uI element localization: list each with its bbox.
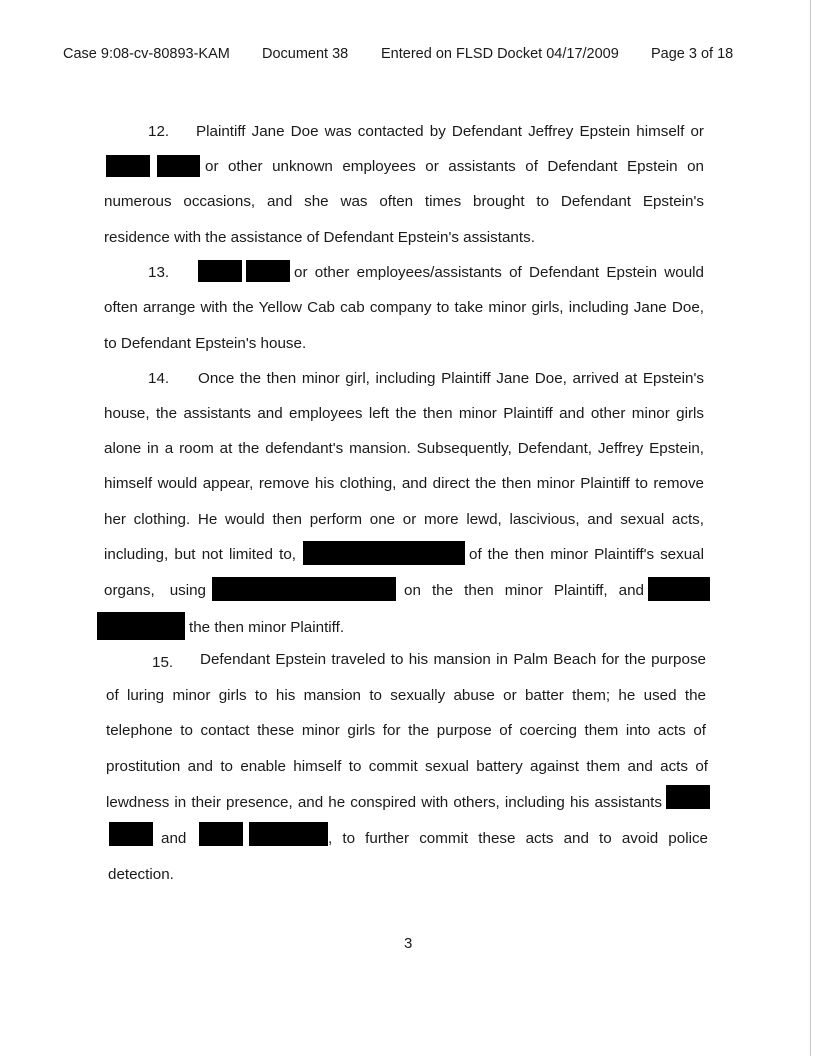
paragraph-13-line-2: often arrange with the Yellow Cab cab company to take minor girls, including Jane Doe, [104,299,704,316]
paragraph-15-line-7: detection. [108,866,174,883]
paragraph-14-line-2: house, the assistants and employees left the then minor Plaintiff and other minor girls [104,405,704,422]
page-edge-line [810,0,811,1056]
redaction-box [648,577,710,601]
paragraph-13-line-3: to Defendant Epstein's house. [104,335,307,352]
paragraph-12-line-2: or other unknown employees or assistants of Defendant Epstein on [205,158,704,175]
paragraph-15-line-3: telephone to contact these minor girls for the purpose of coercing them into acts of [106,722,706,739]
paragraph-14-line-6-end: of the then minor Plaintiff's sexual [469,546,704,563]
redaction-box [97,612,185,640]
paragraph-15-line-4: prostitution and to enable himself to commit sexual battery against them and acts of [106,758,708,775]
header-docket-entry: Entered on FLSD Docket 04/17/2009 [381,46,619,62]
paragraph-14-line-3: alone in a room at the defendant's mansion. Subsequently, Defendant, Jeffrey Epstein, [104,440,704,457]
paragraph-12-line-3: numerous occasions, and she was often times brought to Defendant Epstein's [104,193,704,210]
paragraph-14-line-7-end: on the then minor Plaintiff, and [404,582,644,599]
paragraph-14-line-7-start: organs, using [104,582,206,599]
redaction-box [212,577,396,601]
paragraph-12-number: 12. [148,123,170,140]
paragraph-12-line-1: Plaintiff Jane Doe was contacted by Defendant Jeffrey Epstein himself or [196,123,704,140]
paragraph-14-line-6-start: including, but not limited to, [104,546,296,563]
paragraph-14-number: 14. [148,370,170,387]
redaction-box [199,822,243,846]
redaction-box [106,155,150,177]
redaction-box [666,785,710,809]
header-document: Document 38 [262,46,349,62]
paragraph-15-number: 15. [152,654,174,671]
paragraph-14-line-8: the then minor Plaintiff. [189,619,345,636]
paragraph-15-line-6-end: , to further commit these acts and to avoid police [328,830,708,847]
paragraph-14-line-5: her clothing. He would then perform one or more lewd, lascivious, and sexual acts, [104,511,704,528]
paragraph-15-line-2: of luring minor girls to his mansion to sexually abuse or batter them; he used the [106,687,706,704]
paragraph-12-line-4: residence with the assistance of Defendant Epstein's assistants. [104,229,535,246]
paragraph-13-number: 13. [148,264,170,281]
paragraph-15-line-1: Defendant Epstein traveled to his mansion in Palm Beach for the purpose [200,651,706,668]
paragraph-15-line-6-and: and [161,830,187,847]
redaction-box [157,155,200,177]
header-page-count: Page 3 of 18 [651,46,734,62]
header-case-number: Case 9:08-cv-80893-KAM [63,46,230,62]
redaction-box [249,822,328,846]
paragraph-15-line-5: lewdness in their presence, and he conspired with others, including his assistants [106,794,662,811]
paragraph-13-line-1: or other employees/assistants of Defendant Epstein would [294,264,704,281]
redaction-box [303,541,465,565]
redaction-box [109,822,153,846]
paragraph-14-line-4: himself would appear, remove his clothing, and direct the then minor Plaintiff to remove [104,475,704,492]
redaction-box [198,260,242,282]
redaction-box [246,260,290,282]
page-number: 3 [404,935,413,952]
paragraph-14-line-1: Once the then minor girl, including Plaintiff Jane Doe, arrived at Epstein's [198,370,704,387]
